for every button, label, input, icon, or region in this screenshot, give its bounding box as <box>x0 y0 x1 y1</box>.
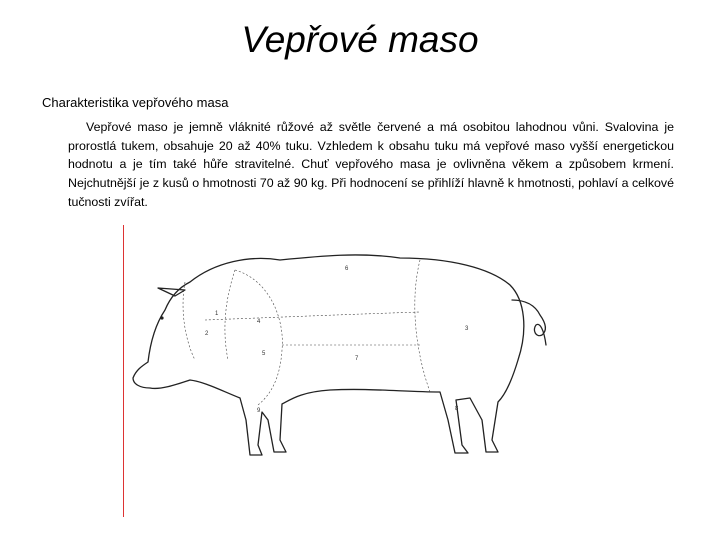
pig-tail <box>512 300 546 345</box>
cut-label: 8 <box>455 406 459 412</box>
cut-label: 7 <box>355 356 359 362</box>
cut-label: 3 <box>465 326 469 332</box>
pig-outline <box>133 255 524 455</box>
cut-label: 1 <box>215 311 219 317</box>
pig-ear <box>158 288 185 296</box>
cut-line-back <box>205 312 420 320</box>
cut-label: 4 <box>257 319 261 325</box>
body-paragraph: Vepřové maso je jemně vláknité růžové až světle červené a má osobitou lahodnou vůni. Svalovina je prorostlá tukem, obsahuje 20 až 40% tuku. Vzhledem k obsahu tuku má vepřové maso vyšší energetickou hodnotu a je tím také hůře stravitelné. Chuť vepřového masa je ovlivněna věkem a způsobem krmení. Nejchutnější je z kusů o hmotnosti 70 až 90 kg. Při hodnocení se přihlíží hlavně k hmotnosti, pohlaví a celkové tučnosti zvířat. <box>68 120 674 209</box>
cut-label: 5 <box>262 351 266 357</box>
cut-label: 2 <box>205 331 209 337</box>
section-heading: Charakteristika vepřového masa <box>42 95 229 110</box>
cut-line-head <box>183 282 195 360</box>
cut-label: 6 <box>345 266 349 272</box>
pig-eye <box>160 316 163 319</box>
cut-line-shoulder <box>235 270 282 405</box>
cut-line-ham <box>415 260 430 392</box>
slide-title: Vepřové maso <box>241 19 479 60</box>
cut-line-neck <box>225 270 235 360</box>
cut-label: 9 <box>257 408 261 414</box>
